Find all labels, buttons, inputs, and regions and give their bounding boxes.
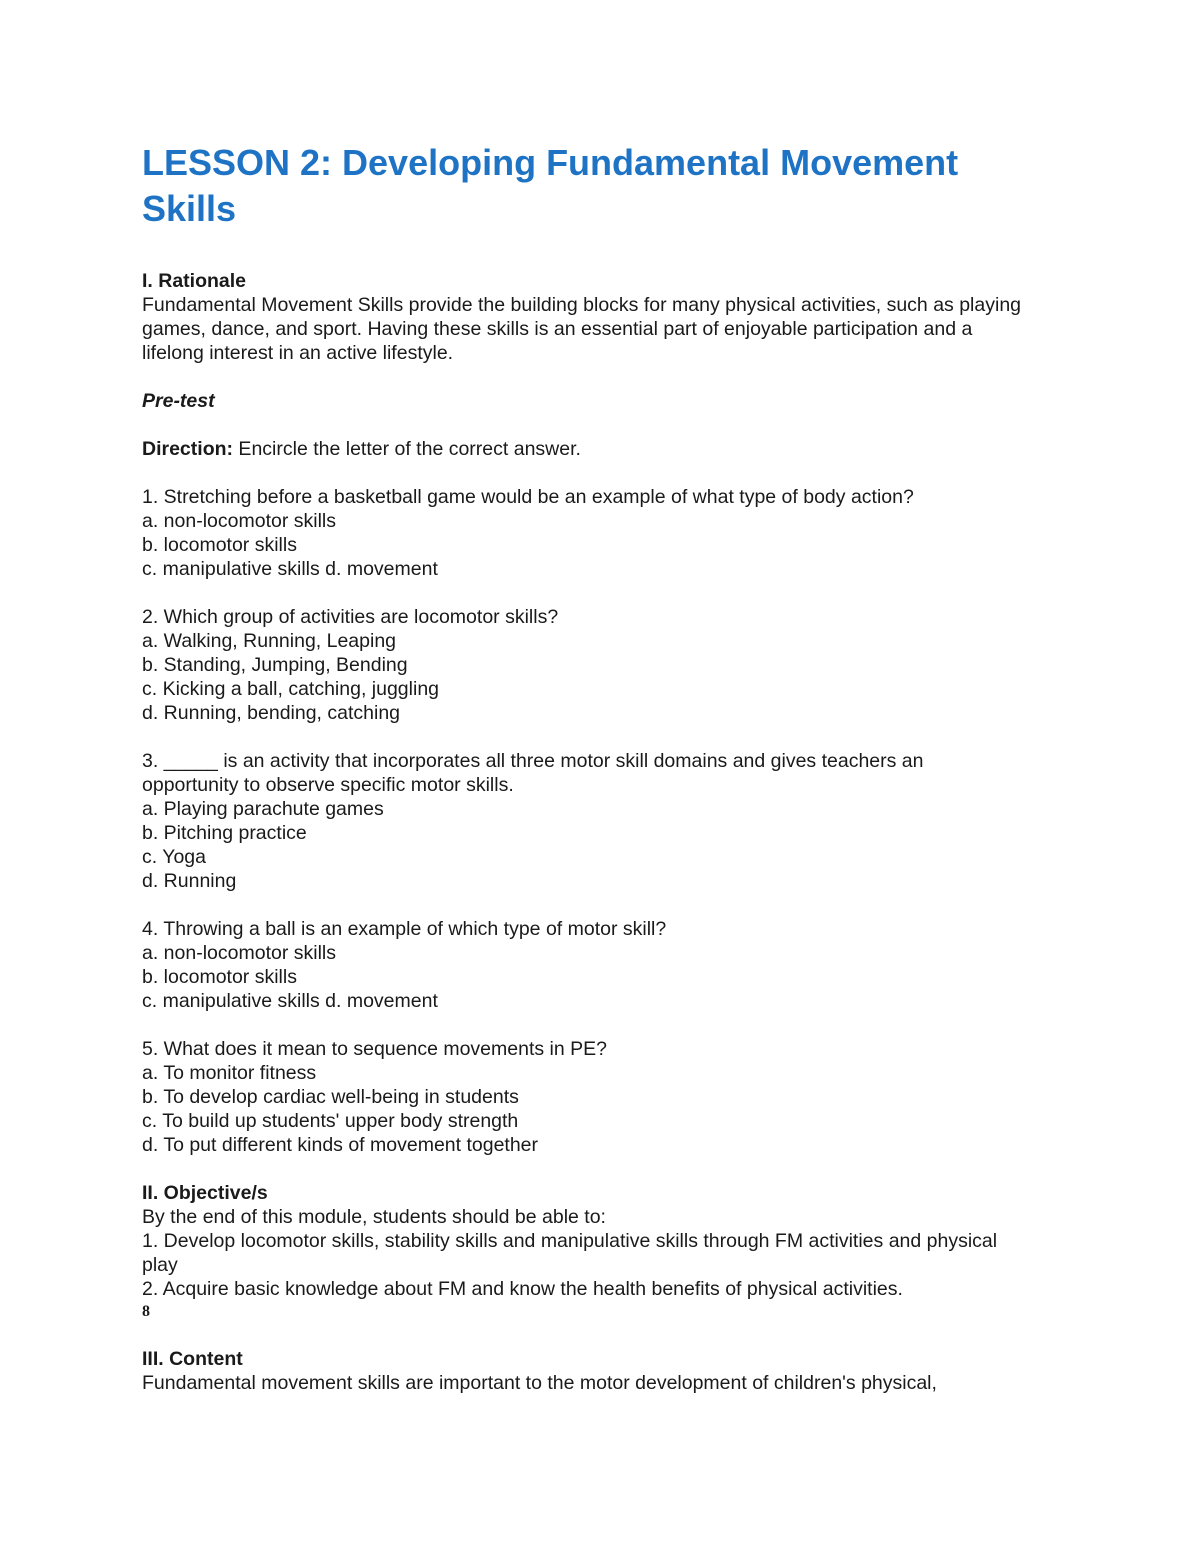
- answer-option[interactable]: d. To put different kinds of movement together: [142, 1134, 539, 1156]
- question-text: 2. Which group of activities are locomotor skills?: [142, 606, 559, 628]
- answer-option[interactable]: b. locomotor skills: [142, 966, 297, 988]
- answer-option[interactable]: a. Playing parachute games: [142, 798, 384, 820]
- document-page: [142, 140, 1062, 1395]
- answer-option[interactable]: a. non-locomotor skills: [142, 942, 336, 964]
- question-4: [142, 917, 1062, 1013]
- answer-option[interactable]: a. non-locomotor skills: [142, 510, 336, 532]
- answer-option[interactable]: c. manipulative skills d. movement: [142, 990, 438, 1012]
- pretest-heading: Pre-test: [142, 390, 215, 412]
- answer-option[interactable]: b. To develop cardiac well-being in students: [142, 1086, 519, 1108]
- objectives-section: [142, 1181, 1062, 1323]
- question-text: 1. Stretching before a basketball game would be an example of what type of body action?: [142, 486, 914, 508]
- answer-option[interactable]: b. Standing, Jumping, Bending: [142, 654, 408, 676]
- pretest-direction: [142, 437, 1062, 461]
- question-5: [142, 1037, 1062, 1157]
- answer-option[interactable]: d. Running: [142, 870, 237, 892]
- question-text: 5. What does it mean to sequence movements in PE?: [142, 1038, 608, 1060]
- answer-option[interactable]: c. manipulative skills d. movement: [142, 558, 438, 580]
- answer-option[interactable]: b. locomotor skills: [142, 534, 297, 556]
- question-1: [142, 485, 1062, 581]
- objective-item: 2. Acquire basic knowledge about FM and know the health benefits of physical activities.: [142, 1278, 903, 1300]
- answer-option[interactable]: c. Kicking a ball, catching, juggling: [142, 678, 440, 700]
- content-text: Fundamental movement skills are important to the motor development of children's physical,: [142, 1372, 937, 1394]
- direction-text: Encircle the letter of the correct answer.: [233, 438, 581, 460]
- content-heading: III. Content: [142, 1348, 243, 1370]
- content-section: [142, 1347, 1062, 1395]
- rationale-heading: I. Rationale: [142, 270, 247, 292]
- lesson-title: LESSON 2: Developing Fundamental Movement Skills: [142, 142, 959, 229]
- direction-label: Direction:: [142, 438, 234, 460]
- rationale-text: Fundamental Movement Skills provide the building blocks for many physical activities, such as playing games, dance, and sport. Having these skills is an essential part of enjoyable participation and a lifelong interest in an active lifestyle.: [142, 294, 1022, 364]
- answer-option[interactable]: c. To build up students' upper body strength: [142, 1110, 519, 1132]
- answer-option[interactable]: a. Walking, Running, Leaping: [142, 630, 397, 652]
- question-text: 3. _____ is an activity that incorporates all three motor skill domains and gives teachers an opportunity to observe specific motor skills.: [142, 750, 924, 796]
- question-2: [142, 605, 1062, 725]
- question-3: [142, 749, 1062, 893]
- question-text: 4. Throwing a ball is an example of which type of motor skill?: [142, 918, 667, 940]
- pretest-section: [142, 389, 1062, 1157]
- page-number: 8: [142, 1303, 150, 1320]
- answer-option[interactable]: a. To monitor fitness: [142, 1062, 317, 1084]
- objectives-intro: By the end of this module, students should be able to:: [142, 1206, 606, 1228]
- answer-option[interactable]: b. Pitching practice: [142, 822, 307, 844]
- objective-item: 1. Develop locomotor skills, stability skills and manipulative skills through FM activities and physical play: [142, 1230, 998, 1276]
- answer-option[interactable]: c. Yoga: [142, 846, 206, 868]
- rationale-section: [142, 269, 1062, 365]
- answer-option[interactable]: d. Running, bending, catching: [142, 702, 401, 724]
- objectives-heading: II. Objective/s: [142, 1182, 268, 1204]
